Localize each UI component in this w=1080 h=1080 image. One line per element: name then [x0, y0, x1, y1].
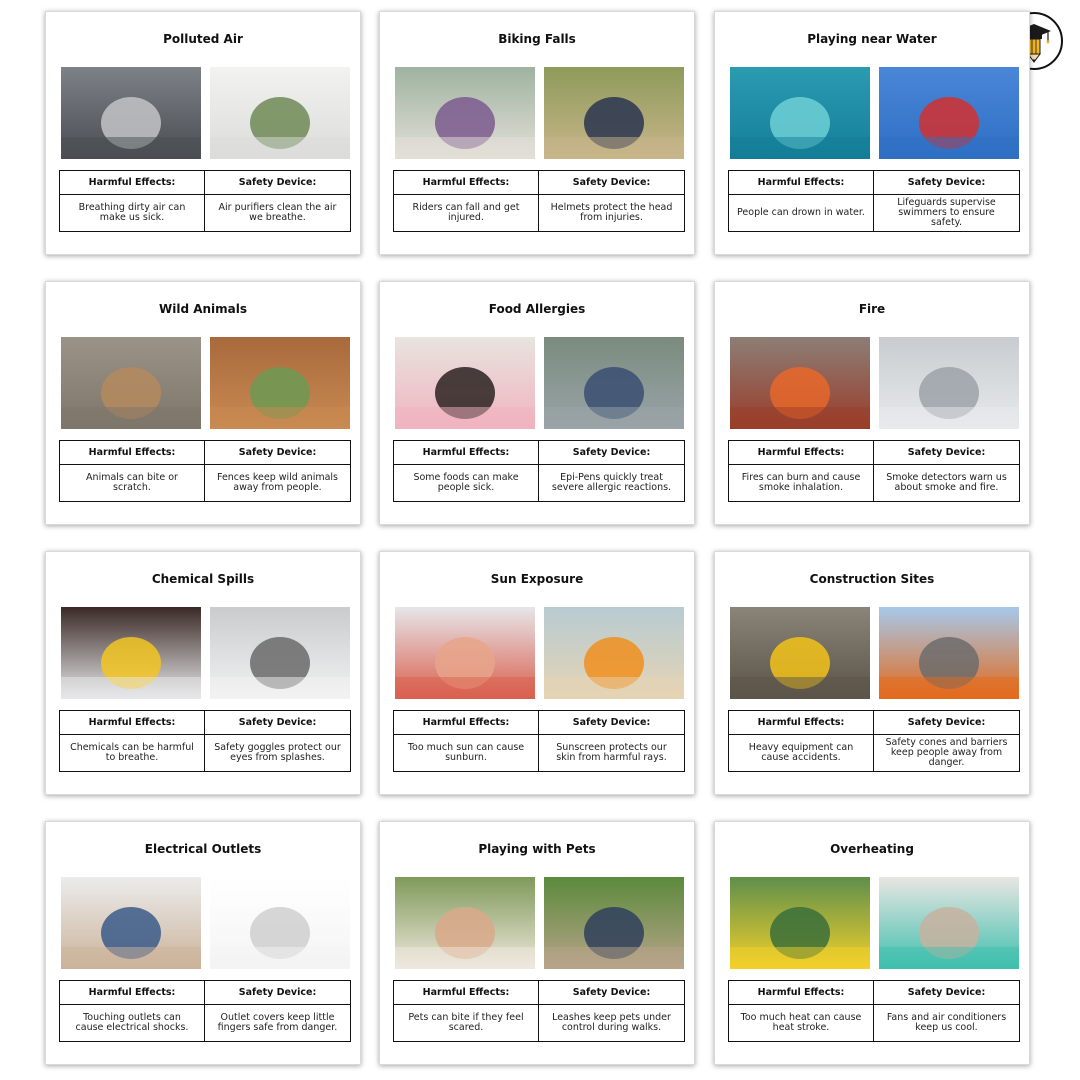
card-title: Polluted Air: [163, 32, 243, 46]
safety-device-header: Safety Device:: [874, 171, 1019, 195]
harmful-effects-header: Harmful Effects:: [394, 711, 539, 735]
safety-device-text: Sunscreen protects our skin from harmful rays.: [556, 742, 667, 763]
effects-table: [59, 170, 351, 232]
harmful-effects-text: Chemicals can be harmful to breathe.: [60, 735, 205, 771]
air-purifier-photo: [210, 67, 350, 159]
card-title: Construction Sites: [809, 572, 935, 586]
safety-device-text: Leashes keep pets under control during walks.: [552, 1012, 671, 1033]
safety-device-text: Helmets protect the head from injuries.: [550, 202, 673, 223]
card-biking-falls: [379, 11, 695, 255]
card-chemical-spills: [45, 551, 361, 795]
card-title: Wild Animals: [158, 302, 248, 316]
harmful-effects-text: People can drown in water.: [729, 195, 874, 231]
sunburn-photo: [395, 607, 535, 699]
harmful-effects-header: Harmful Effects:: [60, 711, 205, 735]
card-title: Fire: [858, 302, 886, 316]
helmet-child-photo: [544, 67, 684, 159]
effects-table: [393, 170, 685, 232]
car-exhaust-photo: [61, 67, 201, 159]
harmful-effects-text: Heavy equipment can cause accidents.: [729, 735, 874, 771]
harmful-effects-text: Touching outlets can cause electrical shocks.: [60, 1005, 205, 1041]
effects-table: [728, 170, 1020, 232]
harmful-effects-text: Breathing dirty air can make us sick.: [60, 195, 205, 231]
heat-stroke-photo: [730, 877, 870, 969]
safety-device-header: Safety Device:: [539, 981, 684, 1005]
card-title: Playing with Pets: [478, 842, 596, 856]
harmful-effects-text: Animals can bite or scratch.: [60, 465, 205, 501]
safety-device-header: Safety Device:: [205, 711, 350, 735]
card-construction-sites: [714, 551, 1030, 795]
safety-device-text: Lifeguards supervise swimmers to ensure safety.: [897, 197, 996, 228]
bike-fall-photo: [395, 67, 535, 159]
construction-accident-photo: [730, 607, 870, 699]
effects-table: [728, 710, 1020, 772]
card-title: Overheating: [830, 842, 914, 856]
harmful-effects-header: Harmful Effects:: [60, 171, 205, 195]
harmful-effects-header: Harmful Effects:: [60, 981, 205, 1005]
safety-device-text: Outlet covers keep little fingers safe from danger.: [217, 1012, 338, 1033]
harmful-effects-text: Fires can burn and cause smoke inhalation.: [729, 465, 874, 501]
card-wild-animals: [45, 281, 361, 525]
safety-device-text: Fans and air conditioners keep us cool.: [886, 1012, 1007, 1033]
harmful-effects-text: Too much heat can cause heat stroke.: [729, 1005, 874, 1041]
safety-device-header: Safety Device:: [539, 711, 684, 735]
safety-device-text: Safety goggles protect our eyes from splashes.: [214, 742, 341, 763]
safety-device-header: Safety Device:: [539, 441, 684, 465]
card-playing-with-pets: [379, 821, 695, 1065]
effects-table: [728, 980, 1020, 1042]
harmful-effects-header: Harmful Effects:: [729, 981, 874, 1005]
coyote-photo: [61, 337, 201, 429]
outlet-cover-photo: [210, 877, 350, 969]
safety-device-header: Safety Device:: [205, 171, 350, 195]
safety-device-text: Fences keep wild animals away from people.: [217, 472, 338, 493]
effects-table: [59, 710, 351, 772]
house-fire-photo: [730, 337, 870, 429]
safety-device-text: Smoke detectors warn us about smoke and fire.: [886, 472, 1007, 493]
safety-device-text: Air purifiers clean the air we breathe.: [218, 202, 337, 223]
smoke-detector-photo: [879, 337, 1019, 429]
harmful-effects-header: Harmful Effects:: [60, 441, 205, 465]
lifeguard-photo: [879, 67, 1019, 159]
safety-device-header: Safety Device:: [874, 981, 1019, 1005]
safety-device-header: Safety Device:: [205, 981, 350, 1005]
harmful-effects-text: Pets can bite if they feel scared.: [394, 1005, 539, 1041]
card-title: Sun Exposure: [490, 572, 584, 586]
harmful-effects-header: Harmful Effects:: [394, 981, 539, 1005]
card-sun-exposure: [379, 551, 695, 795]
effects-table: [728, 440, 1020, 502]
card-title: Electrical Outlets: [144, 842, 262, 856]
card-title: Playing near Water: [807, 32, 937, 46]
harmful-effects-header: Harmful Effects:: [394, 171, 539, 195]
harmful-effects-text: Riders can fall and get injured.: [394, 195, 539, 231]
safety-device-header: Safety Device:: [539, 171, 684, 195]
card-playing-near-water: [714, 11, 1030, 255]
road-work-sign-photo: [879, 607, 1019, 699]
card-fire: [714, 281, 1030, 525]
fan-kids-photo: [879, 877, 1019, 969]
safety-device-header: Safety Device:: [874, 441, 1019, 465]
effects-table: [393, 440, 685, 502]
card-overheating: [714, 821, 1030, 1065]
safety-device-text: Safety cones and barriers keep people away from danger.: [885, 737, 1008, 768]
harmful-effects-header: Harmful Effects:: [729, 711, 874, 735]
harmful-effects-header: Harmful Effects:: [394, 441, 539, 465]
dog-leash-photo: [544, 877, 684, 969]
harmful-effects-text: Too much sun can cause sunburn.: [394, 735, 539, 771]
harmful-effects-header: Harmful Effects:: [729, 441, 874, 465]
wood-fence-photo: [210, 337, 350, 429]
effects-table: [393, 980, 685, 1042]
dog-bite-photo: [395, 877, 535, 969]
card-food-allergies: [379, 281, 695, 525]
card-polluted-air: [45, 11, 361, 255]
harmful-effects-header: Harmful Effects:: [729, 171, 874, 195]
safety-device-header: Safety Device:: [874, 711, 1019, 735]
epipen-photo: [544, 337, 684, 429]
card-title: Food Allergies: [488, 302, 586, 316]
safety-device-text: Epi-Pens quickly treat severe allergic reactions.: [551, 472, 672, 493]
card-electrical-outlets: [45, 821, 361, 1065]
drowning-photo: [730, 67, 870, 159]
child-outlet-photo: [61, 877, 201, 969]
allergy-woman-photo: [395, 337, 535, 429]
harmful-effects-text: Some foods can make people sick.: [394, 465, 539, 501]
effects-table: [59, 440, 351, 502]
card-title: Biking Falls: [498, 32, 576, 46]
safety-device-header: Safety Device:: [205, 441, 350, 465]
effects-table: [59, 980, 351, 1042]
chemical-spill-photo: [61, 607, 201, 699]
sunscreen-photo: [544, 607, 684, 699]
hazmat-goggles-photo: [210, 607, 350, 699]
card-title: Chemical Spills: [151, 572, 255, 586]
effects-table: [393, 710, 685, 772]
